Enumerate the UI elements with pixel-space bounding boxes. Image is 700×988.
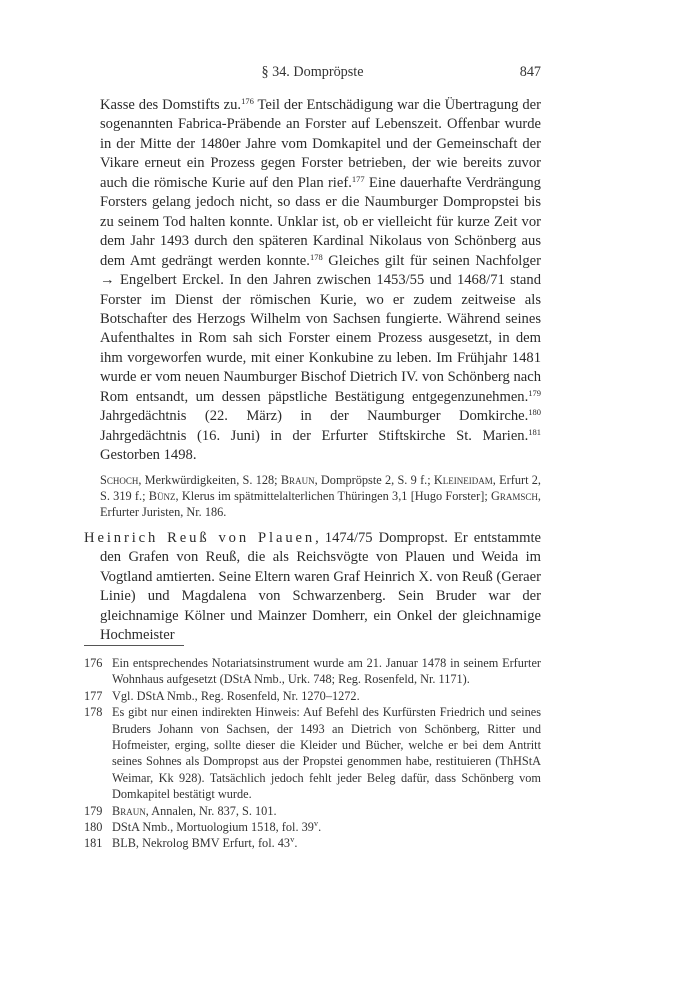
footnote: [84, 688, 541, 704]
text-run: , Erfurt 2, S. 319 f.;: [100, 472, 541, 504]
author-name: Gramsch: [491, 489, 538, 504]
author-name: Schoch: [100, 472, 139, 487]
author-name: Braun: [112, 803, 146, 818]
text-run: , Erfurter Juristen, Nr. 186.: [100, 489, 541, 520]
author-name: Bünz: [148, 489, 176, 504]
text-run: , Dompröpste 2, S. 9 f.;: [314, 472, 434, 487]
footnote-number: 181: [84, 836, 103, 851]
footnote-marker: 181: [528, 426, 541, 437]
running-title: § 34. Domprӧpste: [261, 64, 364, 80]
text-run: .: [294, 836, 298, 851]
text-run: Teil der Entschädigung war die Übertragung der sogenannten Fabrica-Präbende an Forster auf Lebenszeit. Offenbar wurde in der Mitte der 1480er Jahre vom Domkapitel und der Gemeinschaft der Vikare erneut ein Prozess gegen Forster betrieben, der wie bereits zuvor auch die römische Kurie auf den Plan rief.: [100, 97, 541, 191]
source-references: [100, 472, 541, 521]
text-run: Jahrgedächtnis (22. März) in der Naumburger Domkirche.: [100, 408, 529, 425]
main-text: [84, 96, 541, 646]
entry-name: Heinrich Reuß von Plauen: [84, 529, 316, 546]
footnote: [84, 704, 541, 802]
footnote-marker: 177: [351, 173, 365, 184]
footnote-marker: 179: [528, 387, 541, 398]
author-name: Braun: [280, 472, 315, 487]
footnote-number: 177: [84, 688, 103, 703]
text-run: Vgl. DStA Nmb., Reg. Rosenfeld, Nr. 1270–1272.: [112, 688, 360, 703]
text-run: Gestorben 1498.: [100, 447, 197, 464]
footnote: [84, 835, 541, 851]
page-number: 847: [519, 64, 541, 80]
text-run: DStA Nmb., Mortuologium 1518, fol. 39: [112, 820, 314, 835]
text-run: Kasse des Domstifts zu.: [100, 97, 242, 113]
footnote-separator: [84, 645, 184, 646]
footnote-number: 176: [84, 656, 103, 670]
running-header: [84, 62, 541, 82]
footnote-marker: 176: [241, 96, 254, 106]
text-run: Jahrgedächtnis (16. Juni) in der Erfurter Stiftskirche St. Marien.: [100, 427, 529, 444]
footnote-marker: 180: [528, 407, 541, 418]
biography-entry: [84, 529, 541, 646]
text-run: Gleiches gilt für seinen Nachfolger → Engelbert Erckel. In den Jahren zwischen 1453/55 und 1468/71 stand Forster im Dienst der römischen Kurie, wo er zudem zeitweise als Botschafter des Herzogs Wilhelm von Sachsen fungierte. Während seines Aufenthaltes in Rom sah sich Forster einem Prozess ausgesetzt, in dem ihm vorgeworfen wurde, mit einer Konkubine zu leben. Im Frühjahr 1481 wurde er vom neuen Naumburger Bischof Dietrich IV. von Schönberg nach Rom entsandt, um dessen päpstliche Bestätigung entgegenzunehmen.: [100, 252, 542, 405]
footnote: [84, 803, 541, 819]
footnotes: [84, 655, 541, 852]
text-run: BLB, Nekrolog BMV Erfurt, fol. 43: [112, 836, 291, 851]
footnote-number: 179: [84, 803, 103, 818]
text-run: .: [318, 820, 322, 835]
footnote: [84, 819, 541, 835]
body-paragraph: [84, 96, 541, 466]
author-name: Kleineidam: [433, 472, 493, 487]
footnote-marker: 178: [309, 251, 323, 262]
footnote-marker: v: [290, 834, 295, 845]
text-run: , Annalen, Nr. 837, S. 101.: [145, 803, 277, 818]
text-run: Ein entsprechendes Notariatsinstrument wurde am 21. Januar 1478 in seinem Erfurter Wohnhaus aufgesetzt (DStA Nmb., Urk. 748; Reg. Rosenfeld, Nr. 1171).: [112, 656, 541, 687]
text-run: Eine dauerhafte Verdrängung Forsters gelang jedoch nicht, so dass er die Naumburger Dompropstei bis zu seinem Tod halten konnte. Unklar ist, ob er vielleicht für kurze Zeit vor dem Jahr 1493 durch den späteren Kardinal Nikolaus von Schönberg aus dem Amt gedrängt werden konnte.: [100, 174, 541, 269]
footnote-number: 180: [84, 820, 103, 835]
entry-text: , 1474/75 Dompropst. Er entstammte den Grafen von Reuß, die als Reichsvögte von Plauen und Weida im Vogtland amtierten. Seine Eltern waren Graf Heinrich X. von Reuß (Geraer Linie) und Magdalena von Schwarzenberg. Sein Bruder war der gleichnamige Kölner und Mainzer Domherr, ein Onkel der gleichnamige Hochmeister: [100, 529, 541, 644]
footnote: [84, 655, 541, 688]
footnote-marker: v: [313, 818, 319, 829]
text-run: , Merkwürdigkeiten, S. 128;: [138, 472, 281, 487]
text-run: Es gibt nur einen indirekten Hinweis: Auf Befehl des Kurfürsten Friedrich und seines Bruders Johann von Sachsen, der 1493 an Dietrich von Schönberg, Ritter und Hofmeister, erging, sollte dieser die Kleider und Bücher, welche er bei dem Antritt seines Sohnes als Dompropst aus der Propstei genommen habe, restituieren (ThHStA Weimar, Kk 928). Tatsächlich jedoch fehlt jeder Beleg dafür, dass Schönberg vom Domkapitel bestätigt wurde.: [112, 705, 541, 802]
text-run: , Klerus im spätmittelalterlichen Thüringen 3,1 [Hugo Forster];: [175, 489, 492, 504]
footnote-number: 178: [84, 705, 103, 720]
